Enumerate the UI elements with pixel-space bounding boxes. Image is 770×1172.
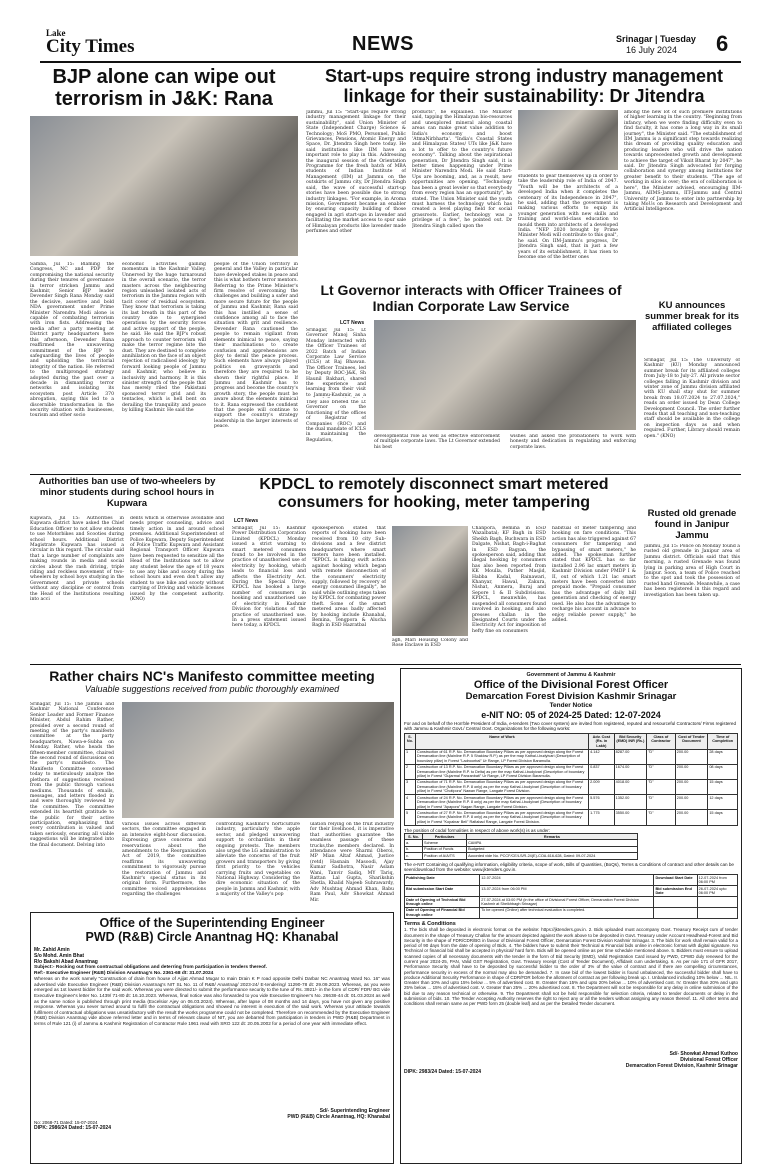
table-cell: 26-07-2024 upto 06:00 PM <box>697 886 737 897</box>
table-cell: 8287.00 <box>614 749 646 764</box>
story-grenade-headline: Rusted old grenade found in Janipur Jammu <box>647 508 737 541</box>
ad-pwd-subject: Subject:- Rocking out from contractual obligations and deterring from participation in tenders thereof. <box>34 965 267 970</box>
table-cell: Construction of 13 R.P. No. Demarcation Boundary Pillars as per approved design along the Forest Demarcation line (Mainline R.P. to Delta) as per the map Kathal-i-budyivari (Description of boundary pillar) in Forest "Gujarmal Panzanbati" Ur Range, LP Forest Division Baramulla. <box>415 764 588 779</box>
story-startups <box>306 66 742 278</box>
table-header-cell: Name of Work <box>415 734 588 749</box>
table-row <box>405 886 738 897</box>
ad-forest-title: Office of the Divisional Forest Officer <box>473 678 669 691</box>
ad-pwd-body: Whereas on the work namely "Construction of drain from house of Ajijat Ahmad Mugar to main Drain K P road opposite Delhi Darbar NC Anantnag Ward No. 16" was advertised vide Executive Engineer (R&B) Division Anantnag's NIT SL No. 11 of R&B/ Anantnag/ 2023-24/ E-tendering/ 11290-78 dt: 29.09.2023. Whereas, as you were emerged as 1st lowest bidder for the said work. Whereas you were directed to submit the performance security to the tune of Rs. 3921/- in the form of CDR/ FDR/ BG vide Executive Engineer's letter No. 1439/ 71-80 dt: 16.10.2023. Whereas, final notice was also forwarded to you vide Executive Engineer's No. 26638-44 dt: 01.03.2024 as well as the same notice is published through print media (Excelsior Ajey on 06.03.2024). Whereas, after lapse of 08 months and 14 days, you have not given any positive response. Whereas you never turned around to fulfil the contractual obligations and showed no interest in execution of the said work. Whereas your attitude towards fulfilment of contractual obligations was unsatisfactory with the result the works programme could not be completed. Therefore on recommended by the Executive Engineer (R&B) Division Anantnag vide above referred letter and in terms of relevant clause of NIT, you are debarred from participation in tenders in PWD (R&B) Department in terms of Rule 121 (i) of Jammu & Kashmir Registration of Contractor Rule 1961 read with SRO 122 dt: 20.05.2002 for a period of one year with immediate effect. <box>34 976 390 1026</box>
table-cell: Construction of 24 R.P. No. Demarcation Boundary Pillars as per approved design along the Forest Demarcation line (Mainline R.P. 8 only) as per the map Kathal-i-budyivari (Description of boundary pillar) in Forest "Apapora" Nagan Range, Langate Forest Division. <box>415 795 588 810</box>
table-row <box>405 764 738 779</box>
table-cell: Scheme <box>423 840 467 846</box>
issue-date: 16 July 2024 <box>626 45 678 55</box>
table-row <box>405 853 638 859</box>
ad-forest-tender-notice: Tender Notice <box>549 702 593 709</box>
story-startups-headline: Start-ups require strong industry management linkage for their sustainability: Dr Jitendra <box>324 66 724 106</box>
ad-forest-dipk: DIPK: 2983/24 Dated: 15-07-2024 <box>404 1069 481 1076</box>
table-header-cell: Class of Contractor <box>647 734 676 749</box>
table-cell: Download Start Date <box>654 875 697 886</box>
story-ku-body: Srinagar, Jul 15: The University of Kashmir (KU) Monday announced summer break for its affiliated colleges from July-18 to July-27. All private sector colleges falling in Kashmir division and winter zone of Jammu division affiliated with KU shall stay shut for summer break from 18.07.2024 to 27.07.2024," reads an order issued by Dean College Development Council. The order further reads that all teaching and non-teaching staff should be available in the college on inspection days as and when required. Further, Library should remain open." (KNO) <box>644 358 740 439</box>
table-cell: 3550.00 <box>614 810 646 825</box>
table-cell: Construction of 27 R.P. No. Demarcation Boundary Pillars as per approved design along the Forest Demarcation line (Mainline R.P. 8 only) as per the map Kathal-i-budyivari (Description of boundary pillar) in Forest "Kopalnar Beli" Rafiabad Range, Langate Forest Division. <box>415 810 588 825</box>
table-cell: 12-07-2024 from 06:00 PM <box>697 875 737 886</box>
codal-table <box>404 833 638 860</box>
table-cell: Position of Funds <box>423 846 467 852</box>
ad-forest-sign2: Divisional Forest Officer <box>680 1057 738 1064</box>
table-cell: 4 <box>405 795 416 810</box>
story-kpdcl-col4: habitual of meter tampering and hooking on fare conditions. "This action has also triggered against 67 consumers for tampering and bypassing of smart meters," he added. The spokesman further stated that KPDCL has so far installed 2.96 lac smart meters in Kashmir Division under PMDP I & II, out of which 1.21 lac smart meters have been converted into prepaid mode. "Prepaid consumer has the advantage of daily bill generation and checking of energy used. He also has the advantage to recharge his account in advance to enjoy reliable power supply," he added. <box>552 526 636 623</box>
table-row <box>405 897 738 908</box>
table-cell: 200.00 <box>675 779 708 794</box>
tender-works-table <box>404 733 738 825</box>
story-kpdcl-col3: Chanpora, Bemina in ESD Wazalbatal; KF Bagh in ESD Sheikh Bagh, Buchwara in ESD Dalgate, Nishat, Bagh-i-Baghat in ESD Bagyan, the spokesperson said, adding that illegal hooking by consumers has also been reported from KK Moulla, Pather Masjid, Habba Kadal, Rainawari, Khanyar, Hawal, Zakura, Nishat, Anmera, Buraj and Sepore 1 & II Subdivisions. KPDCL, meanwhile, has suspended all consumers found involved in hooking, and also presses challan in the Designated Courts under the Electricity Act for imposition of hefty fine on consumers <box>472 526 546 634</box>
table-cell: 1.775 <box>589 810 615 825</box>
table-cell: Construction of 71 R.P. No. Demarcation Boundary Pillars as per approved design along the Forest Demarcation line (Mainline R.P. 8 only) as per the map Kathal-i-budyivari (Description of boundary pillar) in Forest "Chotipora" Nawan Range, Langate Forest Division. <box>415 779 588 794</box>
story-kupwara-col2: dents which is otherwise avoidable and needs proper counseling, advice and timely action in and around school premises. Additional Superintendent of Police Kupwara, Deputy Superintendent of Police Traffic Kupwara and Assistant Regional Transport Officer Kupwara have been requested to sensitize all the Head of the Institutions not to allow any student below the age of 18 years to use any bike and scooty during the school hours and even don't allow any student to use bike and scooty without carrying of Driving and vehicle licenses issued by the competent authority. (KNO) <box>130 516 224 603</box>
table-row <box>405 779 738 794</box>
table-cell: Publishing Date <box>405 875 480 886</box>
dates-table <box>404 874 738 918</box>
table-cell: "D" <box>647 764 676 779</box>
table-cell: 4018.00 <box>614 779 646 794</box>
divider <box>30 474 741 475</box>
story-kupwara-headline: Authorities ban use of two-wheelers by minor students during school hours in Kupwara <box>38 476 216 509</box>
ad-pwd <box>30 912 394 1164</box>
story-bjp-col1: Samba, Jul 15: Blaming the Congress, NC and PDP for compromising the national security during their tenures of governance in terror stricken Jammu and Kashmir, Senior BJP leader Devender Singh Rana Monday said the decisive, assertive and bold NDA government under Prime Minister Narendra Modi alone is capable of combating terrorism with iron fists. Addressing the media after a party meeting at District party headquarters here this afternoon, Devender Rana reaffirmed the unwavering commitment of the BJP to safeguarding the lives of people and upholding the territorial integrity of the nation. He referred to the multipronged strategy adopted during the past over a decade in dismantling terror networks and isolating its ecosystem post Article 370 abrogation, saying this led to a discernible transformation in the security situation with businesses, tourism and other socio <box>30 262 114 419</box>
story-ltgov <box>306 282 636 470</box>
table-cell: 27-07-2024 at 03:00 PM (in the office of Divisional Forest Officer, Demarcation Forest Division Kashmir at Sheikhbagh Srinagar) <box>480 897 654 908</box>
story-startups-photo <box>518 110 618 170</box>
table-cell: 13-07-2024 from 06:00 PM <box>480 886 654 897</box>
story-ltgov-col4: wishes and asked the probationers to work with honesty and dedication in regulating and enforcing corporate laws. <box>510 434 636 450</box>
table-cell: CAMPA <box>467 840 638 846</box>
divider <box>30 664 741 665</box>
ad-forest-intro: For and on behalf of the Hon'ble President of India, e-tenders (Two cover system) are invited from registered, reputed and resourceful Contractors/ Firms registered with Jammu & Kashmir Govt./ Central Govt. Organizations for the following works: <box>404 720 737 731</box>
story-rather-headline: Rather chairs NC's Manifesto committee meeting <box>49 668 375 684</box>
story-kpdcl-col2: spokesperson stated that reports of hooking have been received from 10 city Sub-divisions and a few district headquarters where smart meters have been installed. "KPDCL is taking swift action against hooking which began with remote disconnection of the consumers' electricity supply, followed by recovery of energy consumed illegally", he said while outlining steps taken by KPDCL for combating power theft. Some of the smart metered areas badly affected by hooking include Khanabal, Bemina, Tengpora & Alucha Bagh in ESD Hazratbal <box>312 526 386 629</box>
ad-pwd-dipk: DIPK: 2986/24 Dated: 15-07-2024 <box>34 1125 111 1132</box>
ad-forest <box>400 668 742 1164</box>
masthead <box>0 0 770 62</box>
ad-forest-terms: 1. The bids shall be deposited in electronic format on the website: https://jktenders.gov.in. 2. Bids uploaded must accompany Govt. Treasury Receipt cum of tender document in the shape of Treasury Challan for the amount depicted against the work above to be deposited in Govt. Treasury under Account Headhead-Forest and Bid Security in the shape of FDR/CDR/BG in favour of Divisional Forest Officer, Demarcation Forest Division Kashmir Srinagar. 3. The bids for work shall remain valid for a period of 90 days from the date of opening of Bids. 4. The bidders have to submit their Technical & Financial bids online in electronic format with digital signature. No Technical or financial bid shall be accepted in physical/ hard form. Bids will be opened online as per time schedule mentioned above. 5. Bidders must ensure to upload scanned copies of all necessary documents with the tender in the form of Bid Security (EMD), Valid Registration Card issued by PWD, CPWD duly renewed for the current year 2024-25, PAN, Valid GST Registration, Govt. Treasury receipt (Cost of Tender Document), Affidavit cum undertaking. 6. As per rule 171 of GFR 2017, Performance Security shall have to be deposited by successful bidder to the order of 3% of the value of contract and if there are compelling circumstances, performance security in excess of the normal may also be demanded. 7. In case bid of the lowest bidder is found unbalanced, the successful bidder shall have to produce Additional Security Performance in shape of CDR/FDR before the allotment of contract as per following break up. I. Unbalanced including 10% below ... NIL. II. Greater than 10% and upto 15% below ... 5% of advertised cost. III. Greater than 15% and upto 20% below ... 10% of advertised cost. IV. Greater than 20% and upto 25% below ... 15% of advertised cost. V. Greater than 25% ... 20% advertised cost. 8. The Department will not be responsible for any delay in online submission of the bid due to any reason technical or otherwise. 9. The Department shall not be held responsible for selection criteria, related to tender documents or delay in the submission of bids. 10. The Tender Accepting Authority reserves the right to reject any or all the tenders without assigning any reason thereof. 11. All other terms and conditions shall remain same as per PWD form 25 (double leaf) and as per the Detailed Tender document. <box>404 927 738 1007</box>
table-cell: 2 <box>405 764 416 779</box>
table-cell: To be opened (Online) after technical evaluation is completed. <box>480 907 654 918</box>
table-row <box>405 810 738 825</box>
table-row <box>405 907 738 918</box>
table-row <box>405 875 738 886</box>
ad-forest-subtitle: Demarcation Forest Division Kashmir Srinagar <box>465 691 677 702</box>
story-rather-subhead: Valuable suggestions received from public thoroughly examined <box>84 684 340 694</box>
table-cell: 12 days <box>708 795 738 810</box>
table-cell: "D" <box>647 779 676 794</box>
table-header-cell: Particulars <box>423 834 467 840</box>
story-kupwara-col1: Kupwara, Jul 15: Authorities in Kupwara district have asked the Chief Education Officer to not allow students to use Motorbikes and Scooties during school hours. Additional District Magistrate Kupwara has issued a circular in this regard. The circular said that a large number of complaints are making rounds in media and social circles about the rash driving, triple riding and reckless movement of two-wheelers by school boys studying in the Government and private schools without any discipline or control from the Head of the Institutions resulting into acci <box>30 516 124 603</box>
table-cell: 200.00 <box>675 795 708 810</box>
table-cell: 200.00 <box>675 749 708 764</box>
city-day: Srinagar | Tuesday <box>616 34 696 44</box>
story-kpdcl-headline: KPDCL to remotely disconnect smart metered consumers for hooking, meter tampering <box>259 476 609 511</box>
table-cell <box>654 907 697 918</box>
ad-pwd-addr1: Mr. Zahid Amin <box>34 947 70 953</box>
ad-pwd-title: Office of the Superintending Engineer <box>99 916 325 930</box>
table-cell: Position of A/A/TS <box>423 853 467 859</box>
table-cell: 28 days <box>708 749 738 764</box>
table-cell: Construction of 61 R.P. No. Demarcation Boundary Pillars as per approved design along the Forest Demarcation line (Mainline R.P. 5 Shaklow R.P.) as per the map Kathal-i-budyivari (Description of boundary pillar) in Forest "Ladnoorbal" Ur Range, LP Forest Division Baramulla. <box>415 749 588 764</box>
ad-pwd-addr3: R/o Bakshi Abad Anantnag <box>34 959 98 965</box>
story-bjp-col2: economic activities gaining momentum in the Kashmir Valley. Unnerved by the huge turnaround in the overall scenario, the terror masters across the neighbouring region unleashed isolated acts of terrorism in the Jammu region with tacit cover of residual ecosystem. They know that terrorism is taking its last breath in this part of the country due to synergised operations by the security forces and active support of the people, he said. He said the BJP's robust approach to counter terrorism will make the terror regime bite the dust. They are destined to complete annihilation on the face of an object rejection of radicalised ideology by forward looking people of Jammu and Kashmir, who believe in inclusivity and harmony. It is this sinister strength of the people that has merely riled the Pakistani sponsored terror grid and its tentacles, which is hell bent on derailing the tranquility and peace by killing Kashmir. He said the <box>122 262 206 413</box>
story-startups-col3: students to gear themselves up in order to take the leadership role of India of 2047. "Youth will be the architects of a developed India when it completes the centenary of its Independence in 2047", he said, adding that the government is making various efforts to equip its younger generation with new skills and training and world-class education to mould them into architects of a developed India. "NEP 2020 brought by Prime Minister Modi will contribute to this goal", he said. On IIM-Jammu's progress, Dr Jitendra Singh said, that in just a few years of its establishment, it has risen to become one of the better ones <box>518 174 618 261</box>
logo-top: Lake <box>46 28 66 38</box>
table-cell: 1 <box>405 749 416 764</box>
story-rather-col4: ulation relying on the fruit industry for their livelihood, it is imperative that authorities guarantee the seamless passage of these trucks,the members declared. In attendance were Sharmi Oberoi, MP Mian Altaf Ahmad, Justice (retd) Hasnain Masoodi, Ajay Kumar Sadhotra, Nasir Aslam Wani, Tanvir Sadiq, MY Tariq, Rattan Lal Gupta, Sharikshin Shetla, Khalid Najeeb Suhrawardy, Adv Mushtaq Ahmad Khan, Babu Ram Paul, Adv Showkat Ahmad Mir. <box>310 822 394 903</box>
table-cell: "D" <box>647 749 676 764</box>
story-startups-col2: products", he explained. The Minister said, tapping the Himalayan bio-resources and unexplored mineral along coastal areas can make great value addition to India's economy and boost 'AtmaNirbharta'. "India's Coastal States and Himalayan States/ UTs like J&K have a lot to offer to the country's future economy". Talking about the aspirational generation, Dr Jitendra Singh said, it is better times happening under Prime Minister Narendra Modi. He said Start-Ups are booming, and, as a result, new opportunities are opening. "Technology has been a great leveler so that everybody from every region has an opportunity", he stated. The Union Minister said the youth must harness the technology which has created a level playing field for social grassroots. Earlier, technology was a privilege of a few", he pointed out. Dr Jitendra Singh called upon the <box>412 110 512 229</box>
table-cell <box>697 897 737 908</box>
ad-forest-enit-note: The e-NIT Containing of qualifying information, eligibility criteria, scope of work, Bills of Quantities, (BoQs), Terms & Conditions of contract and other details can be seen/download from the website: www.jktenders.gov.in. <box>404 861 734 873</box>
story-ltgov-byline: LCT News <box>340 320 365 326</box>
table-row <box>405 795 738 810</box>
page-number: 6 <box>716 31 729 56</box>
table-cell: b. <box>405 846 423 852</box>
ad-pwd-number: No: 2068-71 Dated: 15-07-2024 <box>34 1120 98 1126</box>
table-row <box>405 749 738 764</box>
masthead-rule <box>40 61 741 63</box>
ad-forest-position-note: The position of codal formalities in respect of above work(s) is as under: <box>404 827 551 833</box>
story-bjp-col3: people of the Union Territory in general and the Valley in particular have developed stakes in peace and this is what bothers terror mentors. Referring to the Prime Minister's firm resolve of overcoming the challenges and building a safer and more secure future for the people of Jammu and Kashmir, Rana said this has instilled a sense of confidence among all to face the situation with grit and resilience. Devender Rana cautioned the people to remain vigilant from elements inimical to peace, saying their machinations to create confusion and apprehensions are ploy to derail the peace process. Such elements have always played politics on graveyards and therefore they are required to be shown their rightful place. If Jammu and Kashmir has to progress and become the country's growth story, the people must be aware about the elements inimical to it. Rana expressed the confident that the people will continue to support the country's strategy leadership in the larger interests of peace. <box>214 262 298 430</box>
table-cell: Bid submission Start Date <box>405 886 480 897</box>
ad-pwd-ref: Ref:- Executive Engineer (R&B) Division Anantnag's No. 2361-68 dt: 31.07.2024 <box>34 970 214 976</box>
story-grenade-body: Jammu, Jul 15: Police on Monday found a rusted old grenade in Janipur area of Jammu district. Officials said that this morning, a rusted Grenade was found lying in parking area of High Court in Janipur. Soon, a team of Police reached to the spot and took the possession of rusted hand Grenade. Meanwhile, a case has been registered in this regard and investigation has been taken up. <box>644 544 740 598</box>
story-ltgov-headline: Lt Governor interacts with Officer Trainees of Indian Corporate Law Service <box>320 282 622 314</box>
table-cell: Date of Opening of Technical Bid through online <box>405 897 480 908</box>
table-header-cell: Remarks <box>467 834 638 840</box>
ad-pwd-sign2: PWD (R&B) Circle Anantnag, HQ: Khanabal <box>287 1114 390 1121</box>
story-ltgov-col1: Srinagar, Jul 15: Lt Governor Manoj Sinha Monday interacted with the Officer Trainees of 2022 Batch of Indian Corporate Law Service (ICLS) at Raj Bhawan. The Officer Trainees, led by Deputy ROC-J&K, Sh Haunil Bakhari, shared the experience and learning from their visit to Jammu-Kashmir, as a <box>306 328 366 398</box>
story-ku-headline: KU announces summer break for its affiliated colleges <box>645 300 739 333</box>
ad-forest-sign3: Demarcation Forest Division, Kashmir Srinagar <box>625 1063 738 1070</box>
table-cell: 0.837 <box>589 764 615 779</box>
table-cell: "D" <box>647 795 676 810</box>
table-cell: Budgeted <box>467 846 638 852</box>
logo <box>46 29 156 59</box>
table-header-cell: Bid Security (EMD) INR (Rs.) <box>614 734 646 749</box>
ad-forest-terms-title: Terms & Conditions <box>404 920 456 927</box>
story-kpdcl-byline: LCT News <box>234 518 259 524</box>
story-startups-col4: among the new lot of such premiere institutions of higher learning in the country. "Beginning from infancy, when we were finding difficulty even to find faculty, it has come a long way in its small journey", the Minister said. "The establishment of IIM Jammu is a significant step towards realizing this dream of providing quality education and producing leaders who will drive the nation towards unprecedented growth and development to achieve the target of Viksit Bharat by 2047", he said. Dr Jitendra Singh advocated for forging collaboration and synergy among institutions for greater benefit to their students. "The age of working in silos is over; the era of collaboration is here", the Minister advised, encouraging IIM-Jammu, AIIMS-Jammu, IIT-Jammu and Central University of Jammu to enter into partnership by taking MoUs on Research and Development and Artificial Intelligence. <box>624 110 742 213</box>
table-header-cell: S. No. <box>405 734 416 749</box>
table-cell: Date of Opening of Financial Bid through online <box>405 907 480 918</box>
table-cell: Bid submission End Date <box>654 886 697 897</box>
story-rather <box>30 668 394 910</box>
table-cell <box>697 907 737 918</box>
table-cell: 200.00 <box>675 764 708 779</box>
table-cell: 15 days <box>708 779 738 794</box>
table-header-cell: Cost of Tender Document <box>675 734 708 749</box>
table-cell: 15 days <box>708 810 738 825</box>
story-ltgov-photo <box>374 320 636 430</box>
table-cell: 1674.00 <box>614 764 646 779</box>
story-ku <box>642 300 742 470</box>
story-bjp <box>30 66 298 476</box>
ad-pwd-subtitle: PWD (R&B) Circle Anantnag HQ: Khanabal <box>85 930 339 944</box>
story-rather-col2: various issues across different sectors, the committee engaged in an intensive eight-hour discussion. Expressing grave concerns and reservations about the amendments to the Reorganisation Act of 2019, the committee reaffirms its unwavering commitment to vigorously pursue the restoration of Jammu and Kashmir's special status in its original form. Furthermore, the committee voiced apprehensions regarding the challenges <box>122 822 206 898</box>
story-rather-col1: Srinagar, Jul 15: The Jammu and Kashmir National Conference Senior Leader and Former Finance Minister, Abdul Rahim Rather, presided over a second round of meeting of the party's manifesto committee at the party headquarters, Nawa-e-Subha on Monday. Rather, who heads the fifteen-member committee, chaired the second round of discussions on the party's manifesto. The Manifesto Committee convened today to meticulously analyze the plethora of suggestions received from the public through various mediums. Thousands of emails, messages, and letters flooded in and were thoroughly reviewed by the committee. The committee extended its heartfelt gratitude to the public for their active participation, emphasizing that every contribution is valued and taken seriously, ensuring all viable suggestions will be integrated into the final document. Delving into <box>30 702 114 848</box>
ad-forest-govt: Government of Jammu & Kashmir <box>526 672 616 678</box>
table-cell: 3 <box>405 779 416 794</box>
story-bjp-photo <box>30 116 298 256</box>
story-kpdcl-photo <box>392 526 468 636</box>
section-label: NEWS <box>352 33 414 55</box>
logo-main: City Times <box>46 36 135 57</box>
story-kpdcl-caption: agh, Mari Housing Colony and Rose Enclave in ESD <box>392 638 468 649</box>
table-cell: 200.00 <box>675 810 708 825</box>
table-cell: 1352.00 <box>614 795 646 810</box>
story-kupwara <box>30 476 224 664</box>
table-cell <box>654 897 697 908</box>
table-cell: 08 days <box>708 764 738 779</box>
ad-pwd-sign: Sd/- Superintending Engineer <box>319 1108 390 1115</box>
table-cell: 2.009 <box>589 779 615 794</box>
table-header-cell: Time of Completion <box>708 734 738 749</box>
table-cell: 4.142 <box>589 749 615 764</box>
story-rather-col3: confronting Kashmir's horticulture industry, particularly the apple sector, and pledged unwavering support to orchardists in their ongoing protests. The members also urged the LG administration to alleviate the concerns of the fruit growers and transporters by giving first priority to the vehicles carrying fruits and vegetables on National Highway. Considering the dire economic situation of the people in Jammu and Kashmir, with a majority of the Valley's pop <box>216 822 300 898</box>
ad-pwd-addr2: S/o Mohd. Amin Bhat <box>34 953 85 959</box>
table-cell: 5.576 <box>589 795 615 810</box>
ad-forest-enit: e-NIT NO: 05 of 2024-25 Dated: 12-07-2024 <box>481 709 661 720</box>
table-cell: c. <box>405 853 423 859</box>
story-startups-col1: Jammu, Jul 15: "Start-ups require strong industry management linkage for their sustainability", said Union Minister of State (Independent Charge) Science & Technology; MoS PMO, Personnel, Public Grievances, Pensions, Atomic Energy and Space, Dr. Jitendra Singh here today. He said institutions like IIM have an important role to play in this. Addressing the inaugural session of the Orientation Programme for the fresh batch of MBA students of Indian Institute of Management (IIM) at Jammu on the outskirts of Jammu city, Dr Jitendra Singh said, the wave of successful start-up stories have been possible due to strong industry linkages. "For example, in Aroma mission, Government became an enabler by ensuring capacity building of those engaged in agri start-ups in lavender and facilitating the market access to spur sale of Himalayan products like lavender made perfumes and other <box>306 110 406 234</box>
table-cell: Accorded vide No. PCCF/CE/LS/R-24(E)-COA-616-628, Dated: 09-07-2024 <box>467 853 638 859</box>
story-kpdcl <box>232 476 636 664</box>
story-ltgov-col3: developmental role as well as effective enforcement of multiple corporate laws. The Lt Governor extended his best <box>374 434 500 450</box>
story-bjp-headline: BJP alone can wipe out terrorism in J&K: Rana <box>52 66 276 110</box>
table-header-cell: S. No. <box>405 834 423 840</box>
table-cell: a. <box>405 840 423 846</box>
story-rather-photo <box>122 702 394 818</box>
table-header-cell: Adv. Cost (Rs. in Lakh) <box>589 734 615 749</box>
story-kpdcl-col1: Srinagar, Jul 15: Kashmir Power Distribution Corporation Limited (KPDCL) Monday issued a strict warning to smart metered consumers found to be involved in the practice of unauthorised use of electricity by hooking, which leads to financial loss and affects the Electricity Act. During the Special Drive, KPDCL has booked a large number of consumers in hooking and unauthorised use of electricity in Kashmir Division for violations of the practice of unauthorised use. In a press statement issued here today, a KPDCL <box>232 526 306 629</box>
table-cell: 12-07-2024 <box>480 875 654 886</box>
table-cell: 5 <box>405 810 416 825</box>
ad-forest-sign: Sd/- Showkat Ahmad Kuthoo <box>669 1051 738 1058</box>
story-grenade <box>642 508 742 664</box>
table-cell: "D" <box>647 810 676 825</box>
story-ltgov-col2: They also briefed the Lt Governor on the functioning of the offices of Registrar of Companies (ROC) and the dual mandate of ICLS in maintaining the Regulation, <box>306 400 366 443</box>
